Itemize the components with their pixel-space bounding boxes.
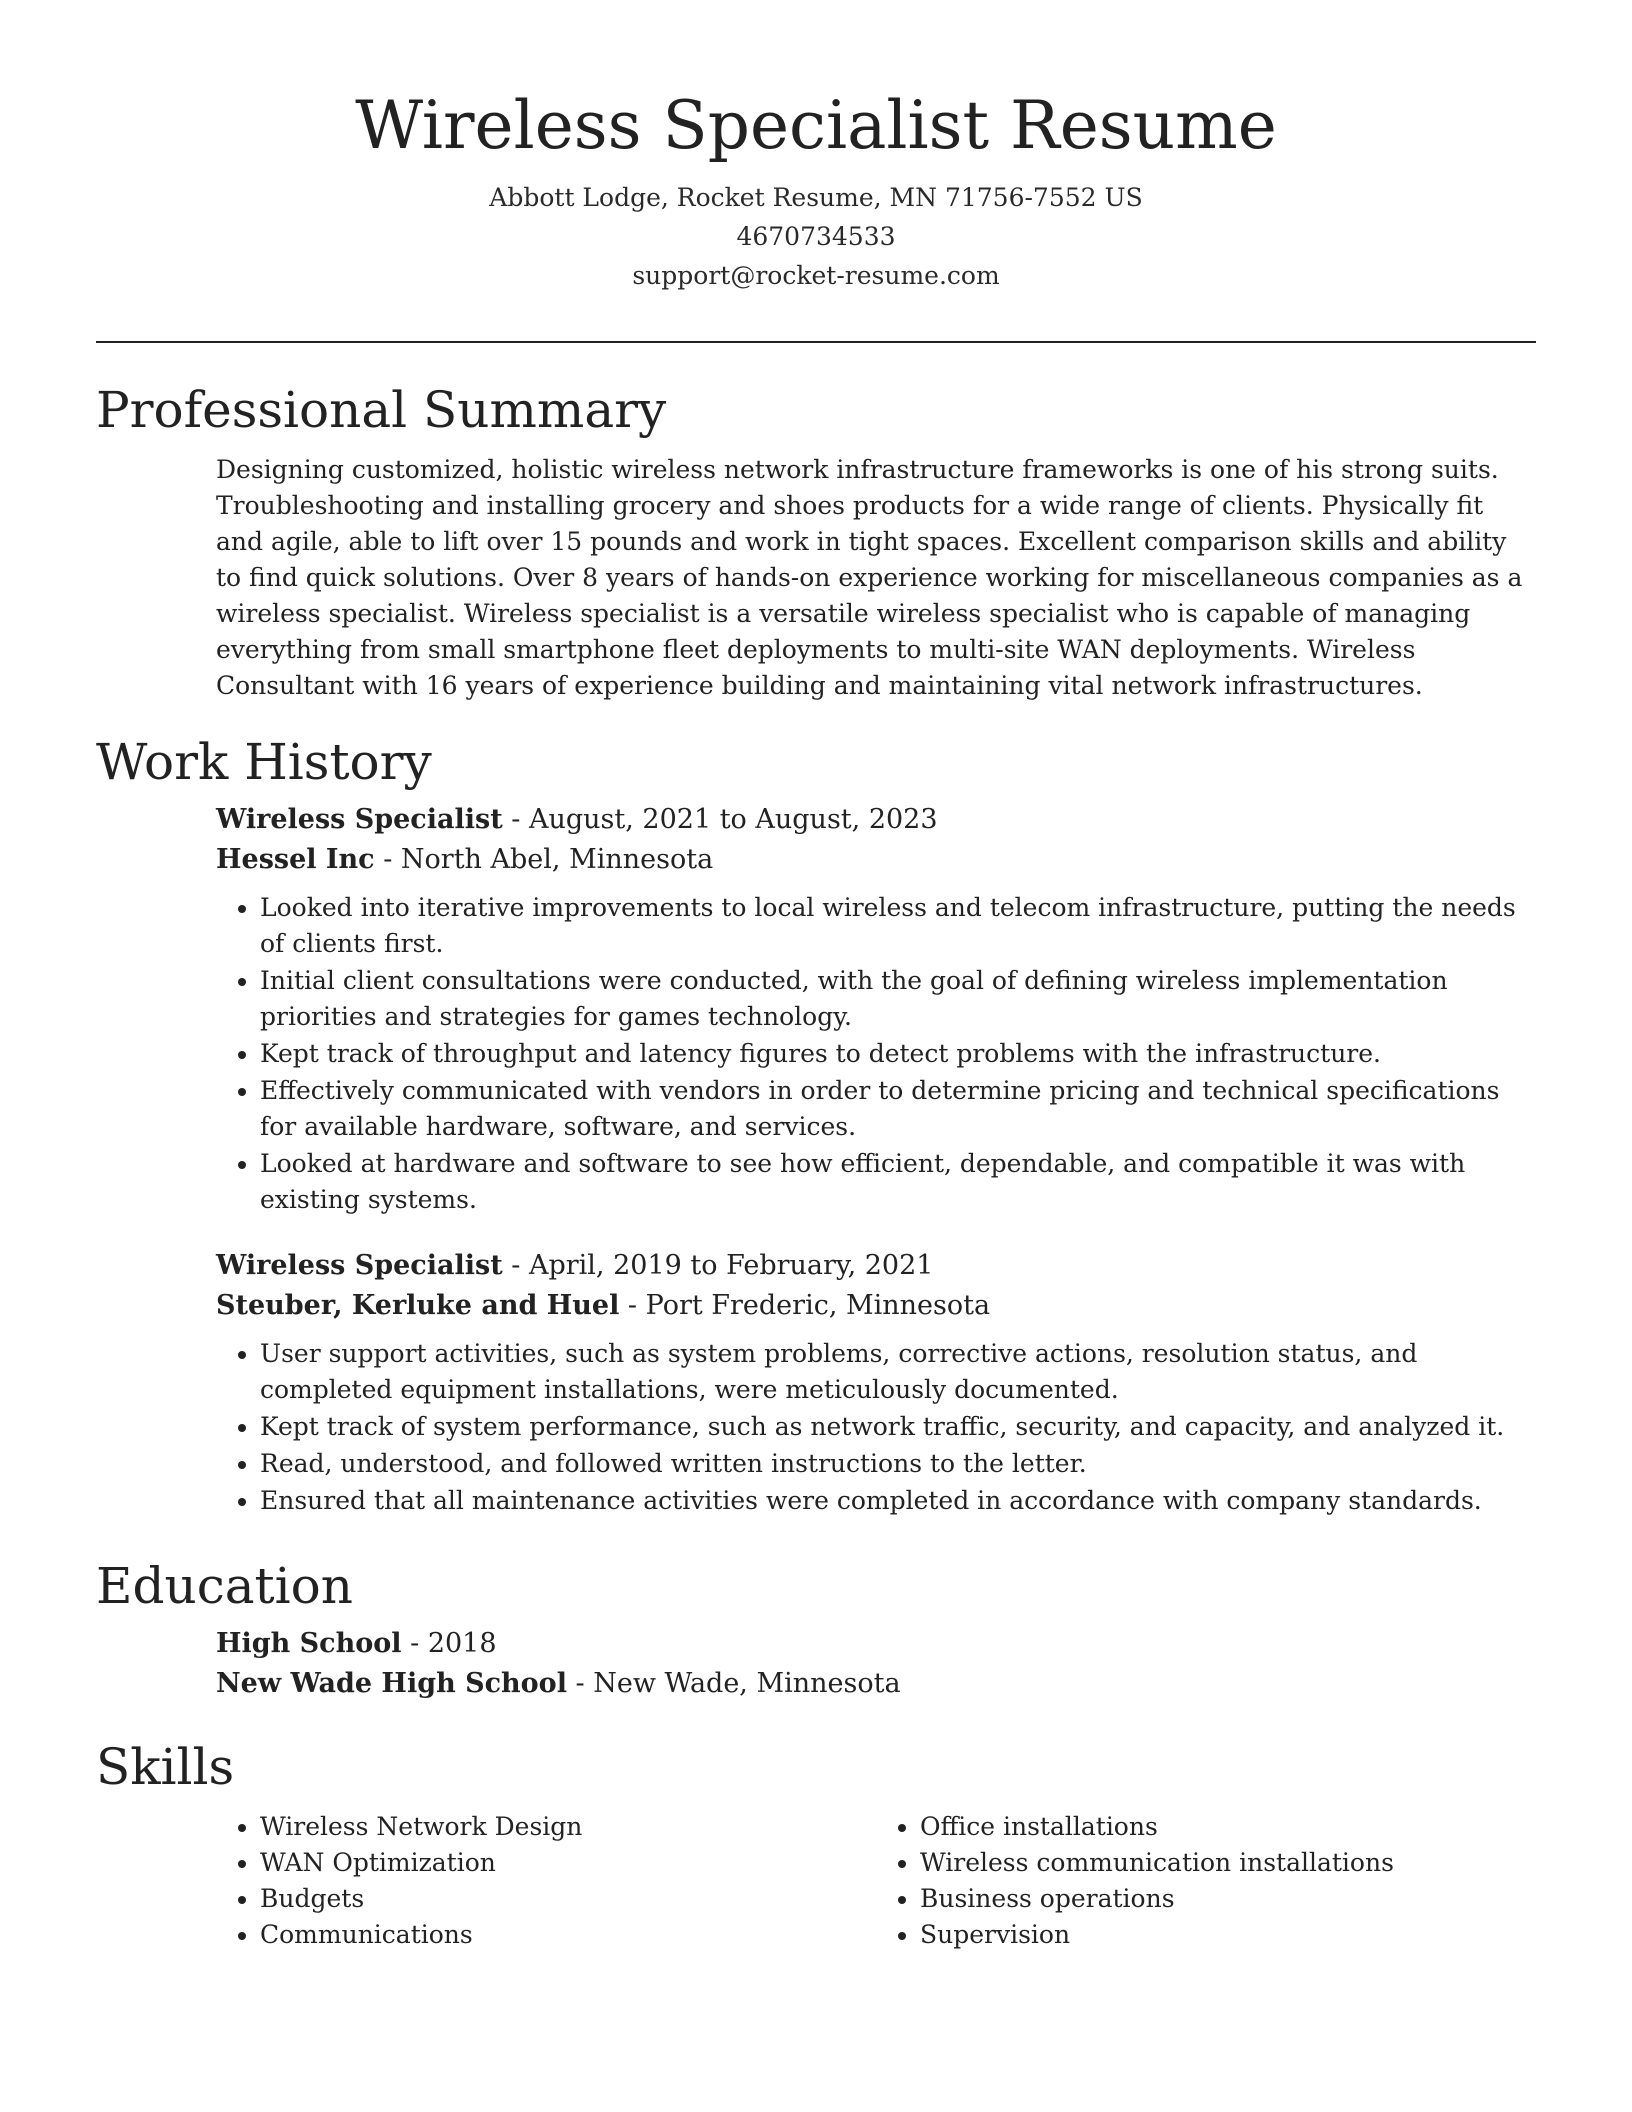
- skill-item: • Wireless Network Design: [260, 1809, 876, 1845]
- job-entry: [216, 1246, 1536, 1519]
- phone: 4670734533: [736, 222, 896, 251]
- work-history-body: [216, 800, 1536, 1519]
- job-dates: - April, 2019 to February, 2021: [502, 1250, 934, 1281]
- skills-list-left: [216, 1809, 876, 1953]
- job-bullet: • Looked into iterative improvements to local wireless and telecom infrastructure, putting the needs of clients first.: [260, 890, 1536, 962]
- job-bullet: • Read, understood, and followed written instructions to the letter.: [260, 1446, 1536, 1482]
- address: Abbott Lodge, Rocket Resume, MN 71756-7552 US: [489, 183, 1143, 212]
- contact-block: [0, 178, 1632, 295]
- education-degree: High School: [216, 1628, 402, 1659]
- education-body: [216, 1624, 1536, 1704]
- job-role: Wireless Specialist: [216, 804, 503, 835]
- work-history-section: [96, 732, 1536, 1547]
- job-location: - Port Frederic, Minnesota: [619, 1290, 991, 1321]
- education-school-line: [216, 1664, 1536, 1704]
- education-degree-line: [216, 1624, 1536, 1664]
- job-bullet: • Ensured that all maintenance activities were completed in accordance with company standards.: [260, 1483, 1536, 1519]
- skill-item: • Office installations: [920, 1809, 1536, 1845]
- job-dates: - August, 2021 to August, 2023: [502, 804, 938, 835]
- job-bullets: [216, 1336, 1536, 1519]
- resume-title: Wireless Specialist Resume: [355, 87, 1277, 164]
- job-bullet: • Kept track of system performance, such as network traffic, security, and capacity, and analyzed it.: [260, 1409, 1536, 1445]
- summary-section: [96, 380, 1536, 704]
- education-school: New Wade High School: [216, 1668, 567, 1699]
- job-company: Steuber, Kerluke and Huel: [216, 1290, 620, 1321]
- job-company: Hessel Inc: [216, 844, 375, 875]
- job-company-line: [216, 840, 1536, 880]
- summary-body: [216, 452, 1536, 704]
- job-bullet: • Looked at hardware and software to see how efficient, dependable, and compatible it was with existing systems.: [260, 1146, 1536, 1218]
- job-bullet: • Kept track of throughput and latency figures to detect problems with the infrastructure.: [260, 1036, 1536, 1072]
- skills-body: [216, 1809, 1536, 1953]
- skill-item: • Budgets: [260, 1881, 876, 1917]
- job-role: Wireless Specialist: [216, 1250, 503, 1281]
- skills-section: [96, 1737, 1536, 1953]
- resume-header: [0, 0, 1632, 295]
- summary-heading: Professional Summary: [96, 381, 667, 439]
- job-title-line: [216, 800, 1536, 840]
- skills-heading: Skills: [96, 1738, 235, 1796]
- skill-item: • Communications: [260, 1917, 876, 1953]
- job-bullets: [216, 890, 1536, 1218]
- job-bullet: • Effectively communicated with vendors in order to determine pricing and technical specifications for available hardware, software, and services.: [260, 1073, 1536, 1145]
- education-location: - New Wade, Minnesota: [566, 1668, 901, 1699]
- skill-item: • Supervision: [920, 1917, 1536, 1953]
- skills-columns: [216, 1809, 1536, 1953]
- job-bullet: • User support activities, such as system problems, corrective actions, resolution status, and completed equipment installations, were meticulously documented.: [260, 1336, 1536, 1408]
- skill-item: • Wireless communication installations: [920, 1845, 1536, 1881]
- skills-list-right: [876, 1809, 1536, 1953]
- job-location: - North Abel, Minnesota: [374, 844, 714, 875]
- header-divider: [96, 341, 1536, 343]
- job-entry: [216, 800, 1536, 1218]
- job-company-line: [216, 1286, 1536, 1326]
- education-heading: Education: [96, 1557, 353, 1615]
- work-history-heading: Work History: [96, 733, 432, 791]
- education-section: [96, 1556, 1536, 1704]
- summary-text: Designing customized, holistic wireless network infrastructure frameworks is one of his strong suits. Troubleshooting and installing grocery and shoes products for a wide range of clients. Physically fit and agile, able to lift over 15 pounds and work in tight spaces. Excellent comparison skills and ability to find quick solutions. Over 8 years of hands-on experience working for miscellaneous companies as a wireless specialist. Wireless specialist is a versatile wireless specialist who is capable of managing everything from small smartphone fleet deployments to multi-site WAN deployments. Wireless Consultant with 16 years of experience building and maintaining vital network infrastructures.: [216, 455, 1523, 700]
- skill-item: • Business operations: [920, 1881, 1536, 1917]
- email: support@rocket-resume.com: [632, 261, 1000, 290]
- education-year: - 2018: [401, 1628, 497, 1659]
- skill-item: • WAN Optimization: [260, 1845, 876, 1881]
- job-bullet: • Initial client consultations were conducted, with the goal of defining wireless implementation priorities and strategies for games technology.: [260, 963, 1536, 1035]
- job-title-line: [216, 1246, 1536, 1286]
